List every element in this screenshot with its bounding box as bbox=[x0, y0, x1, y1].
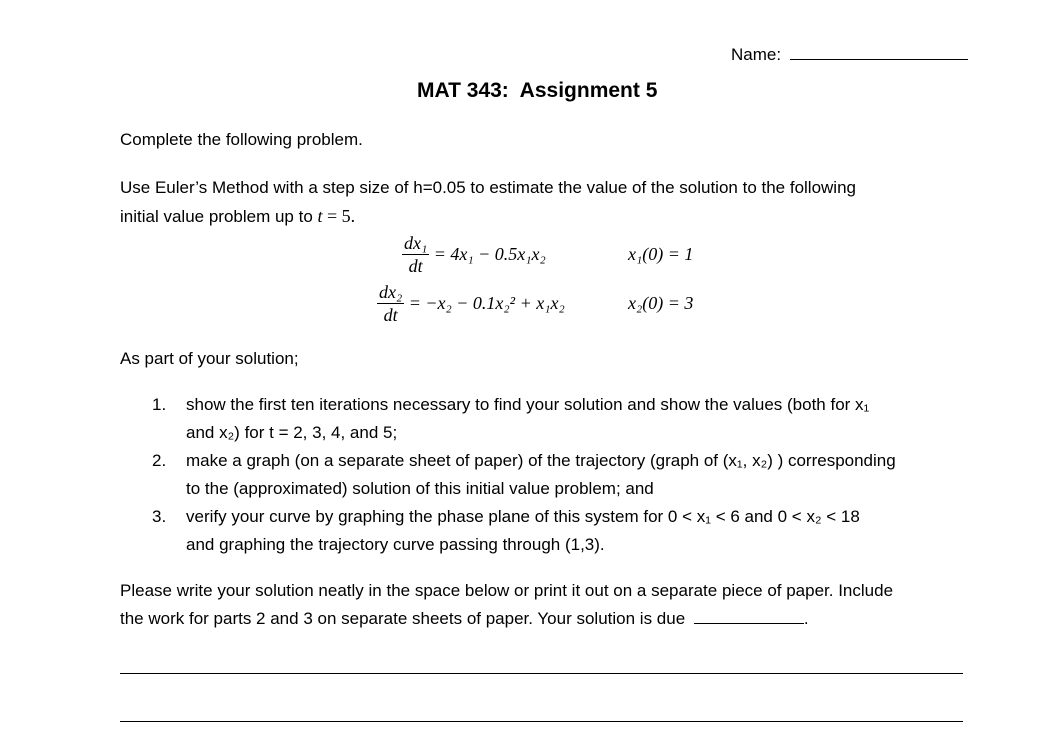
list-item-line-2: and graphing the trajectory curve passing through (1,3). bbox=[186, 535, 605, 554]
closing-line-1: Please write your solution neatly in the space below or print it out on a separate piece of paper. Include bbox=[120, 581, 894, 600]
list-item bbox=[152, 391, 896, 447]
problem-line-2-prefix: initial value problem up to bbox=[120, 207, 318, 226]
equation-1-denominator: dt bbox=[408, 256, 423, 276]
equation-2-denominator: dt bbox=[383, 305, 398, 325]
problem-line-2 bbox=[120, 202, 355, 231]
equation-1-initial-condition: x₁(0) = 1 bbox=[628, 244, 694, 264]
equation-1 bbox=[402, 232, 546, 277]
list-item-number: 3. bbox=[152, 507, 167, 526]
list-item-line-2: to the (approximated) solution of this initial value problem; and bbox=[186, 479, 654, 498]
list-item-line-1: show the first ten iterations necessary to find your solution and show the values (both for x₁ bbox=[186, 395, 870, 414]
name-blank bbox=[790, 59, 968, 60]
task-list bbox=[152, 391, 896, 559]
equation-2-derivative bbox=[377, 281, 404, 326]
answer-line bbox=[120, 721, 963, 722]
equation-1-derivative bbox=[402, 232, 429, 277]
due-date-blank bbox=[694, 623, 804, 624]
list-item-number: 2. bbox=[152, 451, 167, 470]
list-item-line-1: verify your curve by graphing the phase plane of this system for 0 < x₁ < 6 and 0 < x₂ < 18 bbox=[186, 507, 860, 526]
list-item bbox=[152, 447, 896, 503]
intro-text: Complete the following problem. bbox=[120, 130, 363, 149]
equation-2-initial-condition: x₂(0) = 3 bbox=[628, 293, 694, 313]
name-field bbox=[731, 41, 968, 69]
answer-line bbox=[120, 673, 963, 674]
equation-1-numerator: dx₁ bbox=[404, 233, 428, 253]
equation-2 bbox=[377, 281, 565, 326]
closing-line-2-end: . bbox=[803, 609, 809, 628]
closing-line-2-text: the work for parts 2 and 3 on separate sheets of paper. Your solution is due bbox=[120, 609, 686, 628]
equation-1-rhs: = 4x₁ − 0.5x₁x₂ bbox=[433, 244, 546, 264]
problem-t: t bbox=[317, 206, 323, 226]
closing-line-2 bbox=[120, 605, 809, 633]
list-item bbox=[152, 503, 896, 559]
equation-2-numerator: dx₂ bbox=[379, 282, 403, 302]
part-intro: As part of your solution; bbox=[120, 349, 299, 368]
list-item-line-2: and x₂) for t = 2, 3, 4, and 5; bbox=[186, 423, 398, 442]
list-item-number: 1. bbox=[152, 395, 167, 414]
problem-line-1: Use Euler’s Method with a step size of h=0.05 to estimate the value of the solution to the following bbox=[120, 178, 856, 197]
problem-line-2-eq: = 5. bbox=[322, 206, 356, 226]
page-title: MAT 343: Assignment 5 bbox=[417, 79, 658, 102]
list-item-line-1: make a graph (on a separate sheet of paper) of the trajectory (graph of (x₁, x₂) ) corresponding bbox=[186, 451, 896, 470]
name-label: Name: bbox=[731, 45, 782, 64]
equation-2-rhs: = −x₂ − 0.1x₂² + x₁x₂ bbox=[408, 293, 565, 313]
